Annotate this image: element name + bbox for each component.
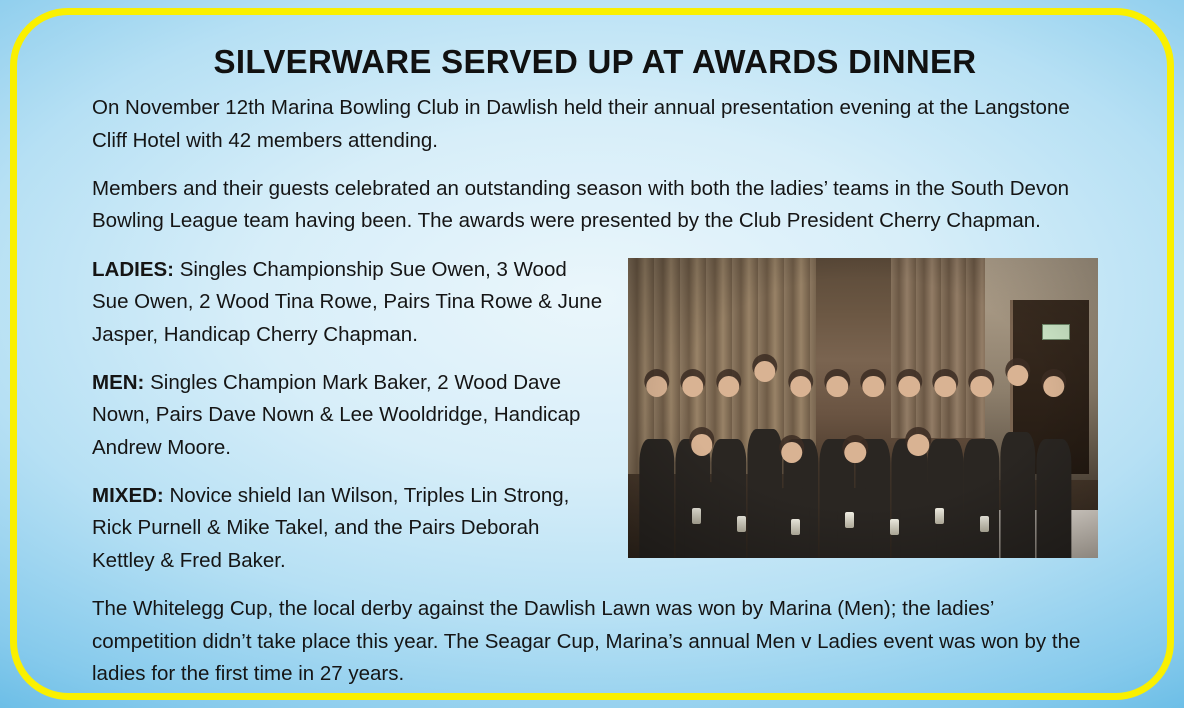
paragraph-members	[92, 173, 1098, 238]
paragraph-cups	[92, 593, 1098, 690]
paragraph-intro	[92, 92, 1098, 157]
men-label: MEN:	[92, 370, 145, 394]
mixed-label: MIXED:	[92, 484, 164, 508]
men-text: Singles Champion Mark Baker, 2 Wood Dave Nown, Pairs Dave Nown & Lee Wooldridge, Handicap Andrew Moore.	[92, 370, 581, 459]
awards-group-photo	[628, 258, 1098, 558]
mixed-text: Novice shield Ian Wilson, Triples Lin Strong, Rick Purnell & Mike Takel, and the Pairs Deborah Kettley & Fred Baker.	[92, 484, 570, 572]
cups-text: The Whitelegg Cup, the local derby against the Dawlish Lawn was won by Marina (Men); the ladies’ competition didn’t take place this year. The Seagar Cup, Marina’s annual Men v Ladies event was won by the ladies for the first time in 27 years.	[92, 597, 1081, 685]
photo-vignette	[628, 258, 1098, 558]
ladies-label: LADIES:	[92, 257, 174, 281]
ladies-text: Singles Championship Sue Owen, 3 Wood Sue Owen, 2 Wood Tina Rowe, Pairs Tina Rowe & June Jasper, Handicap Cherry Chapman.	[92, 257, 603, 346]
paragraph-intro-text: On November 12th Marina Bowling Club in Dawlish held their annual presentation evening at the Langstone Cliff Hotel with 42 members attending.	[92, 96, 1070, 152]
article-content	[14, 14, 1170, 694]
page-title: SILVERWARE SERVED UP AT AWARDS DINNER	[213, 43, 977, 80]
paragraph-members-text: Members and their guests celebrated an outstanding season with both the ladies’ teams in the South Devon Bowling League team having been. The awards were presented by the Club President Cherry Chapman.	[92, 177, 1070, 233]
